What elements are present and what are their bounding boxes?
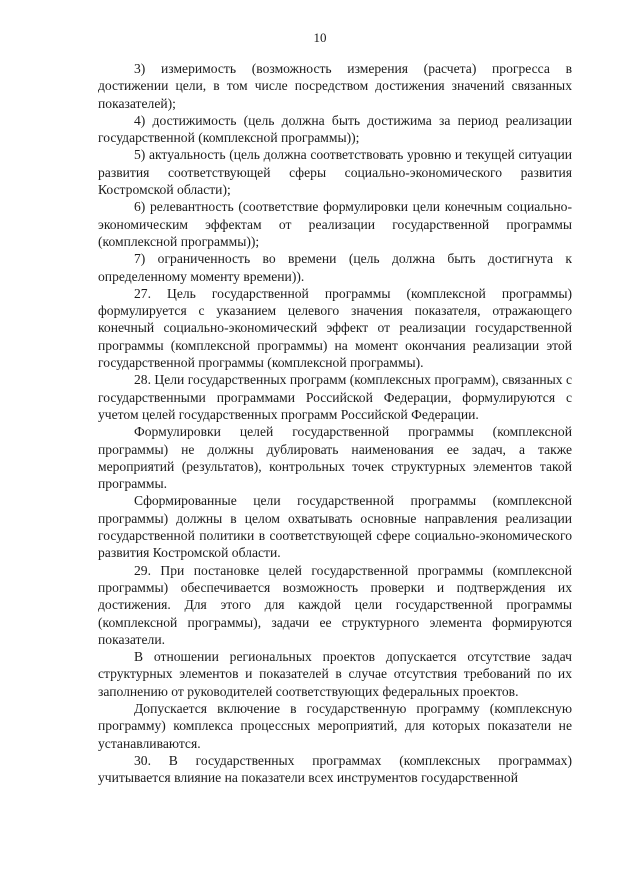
paragraph-goal-coverage: Сформированные цели государственной программы (комплексной программы) должны в целом охватывать основные направления реализации государственной политики в соответствующей сфере социально-экономического развития Костромской области. (98, 493, 572, 561)
paragraph-item-30: 30. В государственных программах (комплексных программах) учитывается влияние на показатели всех инструментов государственной (98, 752, 572, 786)
paragraph-criterion-relevance: 6) релевантность (соответствие формулировки цели конечным социально-экономическим эффектам от реализации государственной программы (комплексной программы)); (98, 199, 572, 249)
paragraph-item-29: 29. При постановке целей государственной программы (комплексной программы) обеспечивается возможность проверки и подтверждения их достижения. Для этого для каждой цели государственной программы (комплексной программы), задачи ее структурного элемента формируются показатели. (98, 562, 572, 647)
paragraph-regional-projects: В отношении региональных проектов допускается отсутствие задач структурных элементов и показателей в случае отсутствия требований по их заполнению от руководителей соответствующих федеральных проектов. (98, 649, 572, 699)
document-body (98, 60, 572, 786)
paragraph-item-28: 28. Цели государственных программ (комплексных программ), связанных с государственными программами Российской Федерации, формулируются с учетом целей государственных программ Российской Федерации. (98, 372, 572, 422)
page-number: 10 (313, 30, 327, 45)
paragraph-process-activities: Допускается включение в государственную программу (комплексную программу) комплекса процессных мероприятий, для которых показатели не устанавливаются. (98, 700, 572, 751)
paragraph-criterion-achievability: 4) достижимость (цель должна быть достижима за период реализации государственной (комплексной программы)); (98, 112, 572, 146)
paragraph-criterion-measurability: 3) измеримость (возможность измерения (расчета) прогресса в достижении цели, в том числе посредством достижения значений связанных показателей); (98, 61, 572, 111)
paragraph-criterion-relevance-level: 5) актуальность (цель должна соответствовать уровню и текущей ситуации развития соответствующей сферы социально-экономического развития Костромской области); (98, 147, 572, 198)
paragraph-goal-wording: Формулировки целей государственной программы (комплексной программы) не должны дублировать наименования ее задач, а также мероприятий (результатов), контрольных точек структурных элементов такой программы. (98, 424, 572, 492)
paragraph-item-27: 27. Цель государственной программы (комплексной программы) формулируется с указанием целевого значения показателя, отражающего конечный социально-экономический эффект от реализации государственной программы (комплексной программы) на момент окончания реализации этой государственной программы (комплексной программы). (98, 285, 572, 371)
paragraph-criterion-time-bound: 7) ограниченность во времени (цель должна быть достигнута к определенному моменту времени)). (98, 251, 572, 284)
